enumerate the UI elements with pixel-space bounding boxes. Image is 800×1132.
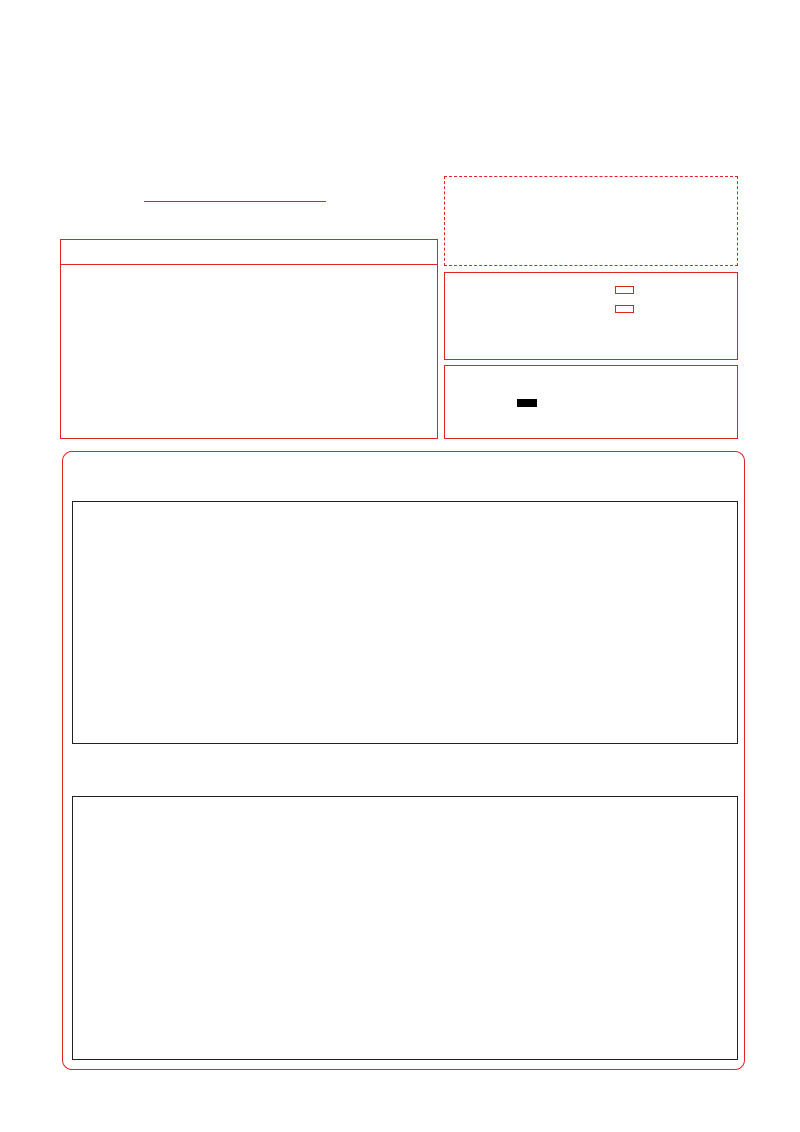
- notice-title: [61, 240, 437, 265]
- absent-mark-box[interactable]: [615, 286, 634, 294]
- correct-fill-swatch: [517, 399, 537, 407]
- written-answer-box: [72, 796, 738, 1060]
- notice-box: [60, 239, 438, 439]
- fill-sample-box: [444, 365, 738, 439]
- top-timing-marks: [55, 38, 755, 52]
- page-subtitle: [0, 142, 800, 166]
- examiner-only-box: [444, 272, 738, 360]
- name-field[interactable]: [144, 201, 326, 202]
- barcode-area: [444, 176, 738, 266]
- choice-answer-box: [72, 501, 738, 744]
- violation-mark-box[interactable]: [615, 305, 634, 313]
